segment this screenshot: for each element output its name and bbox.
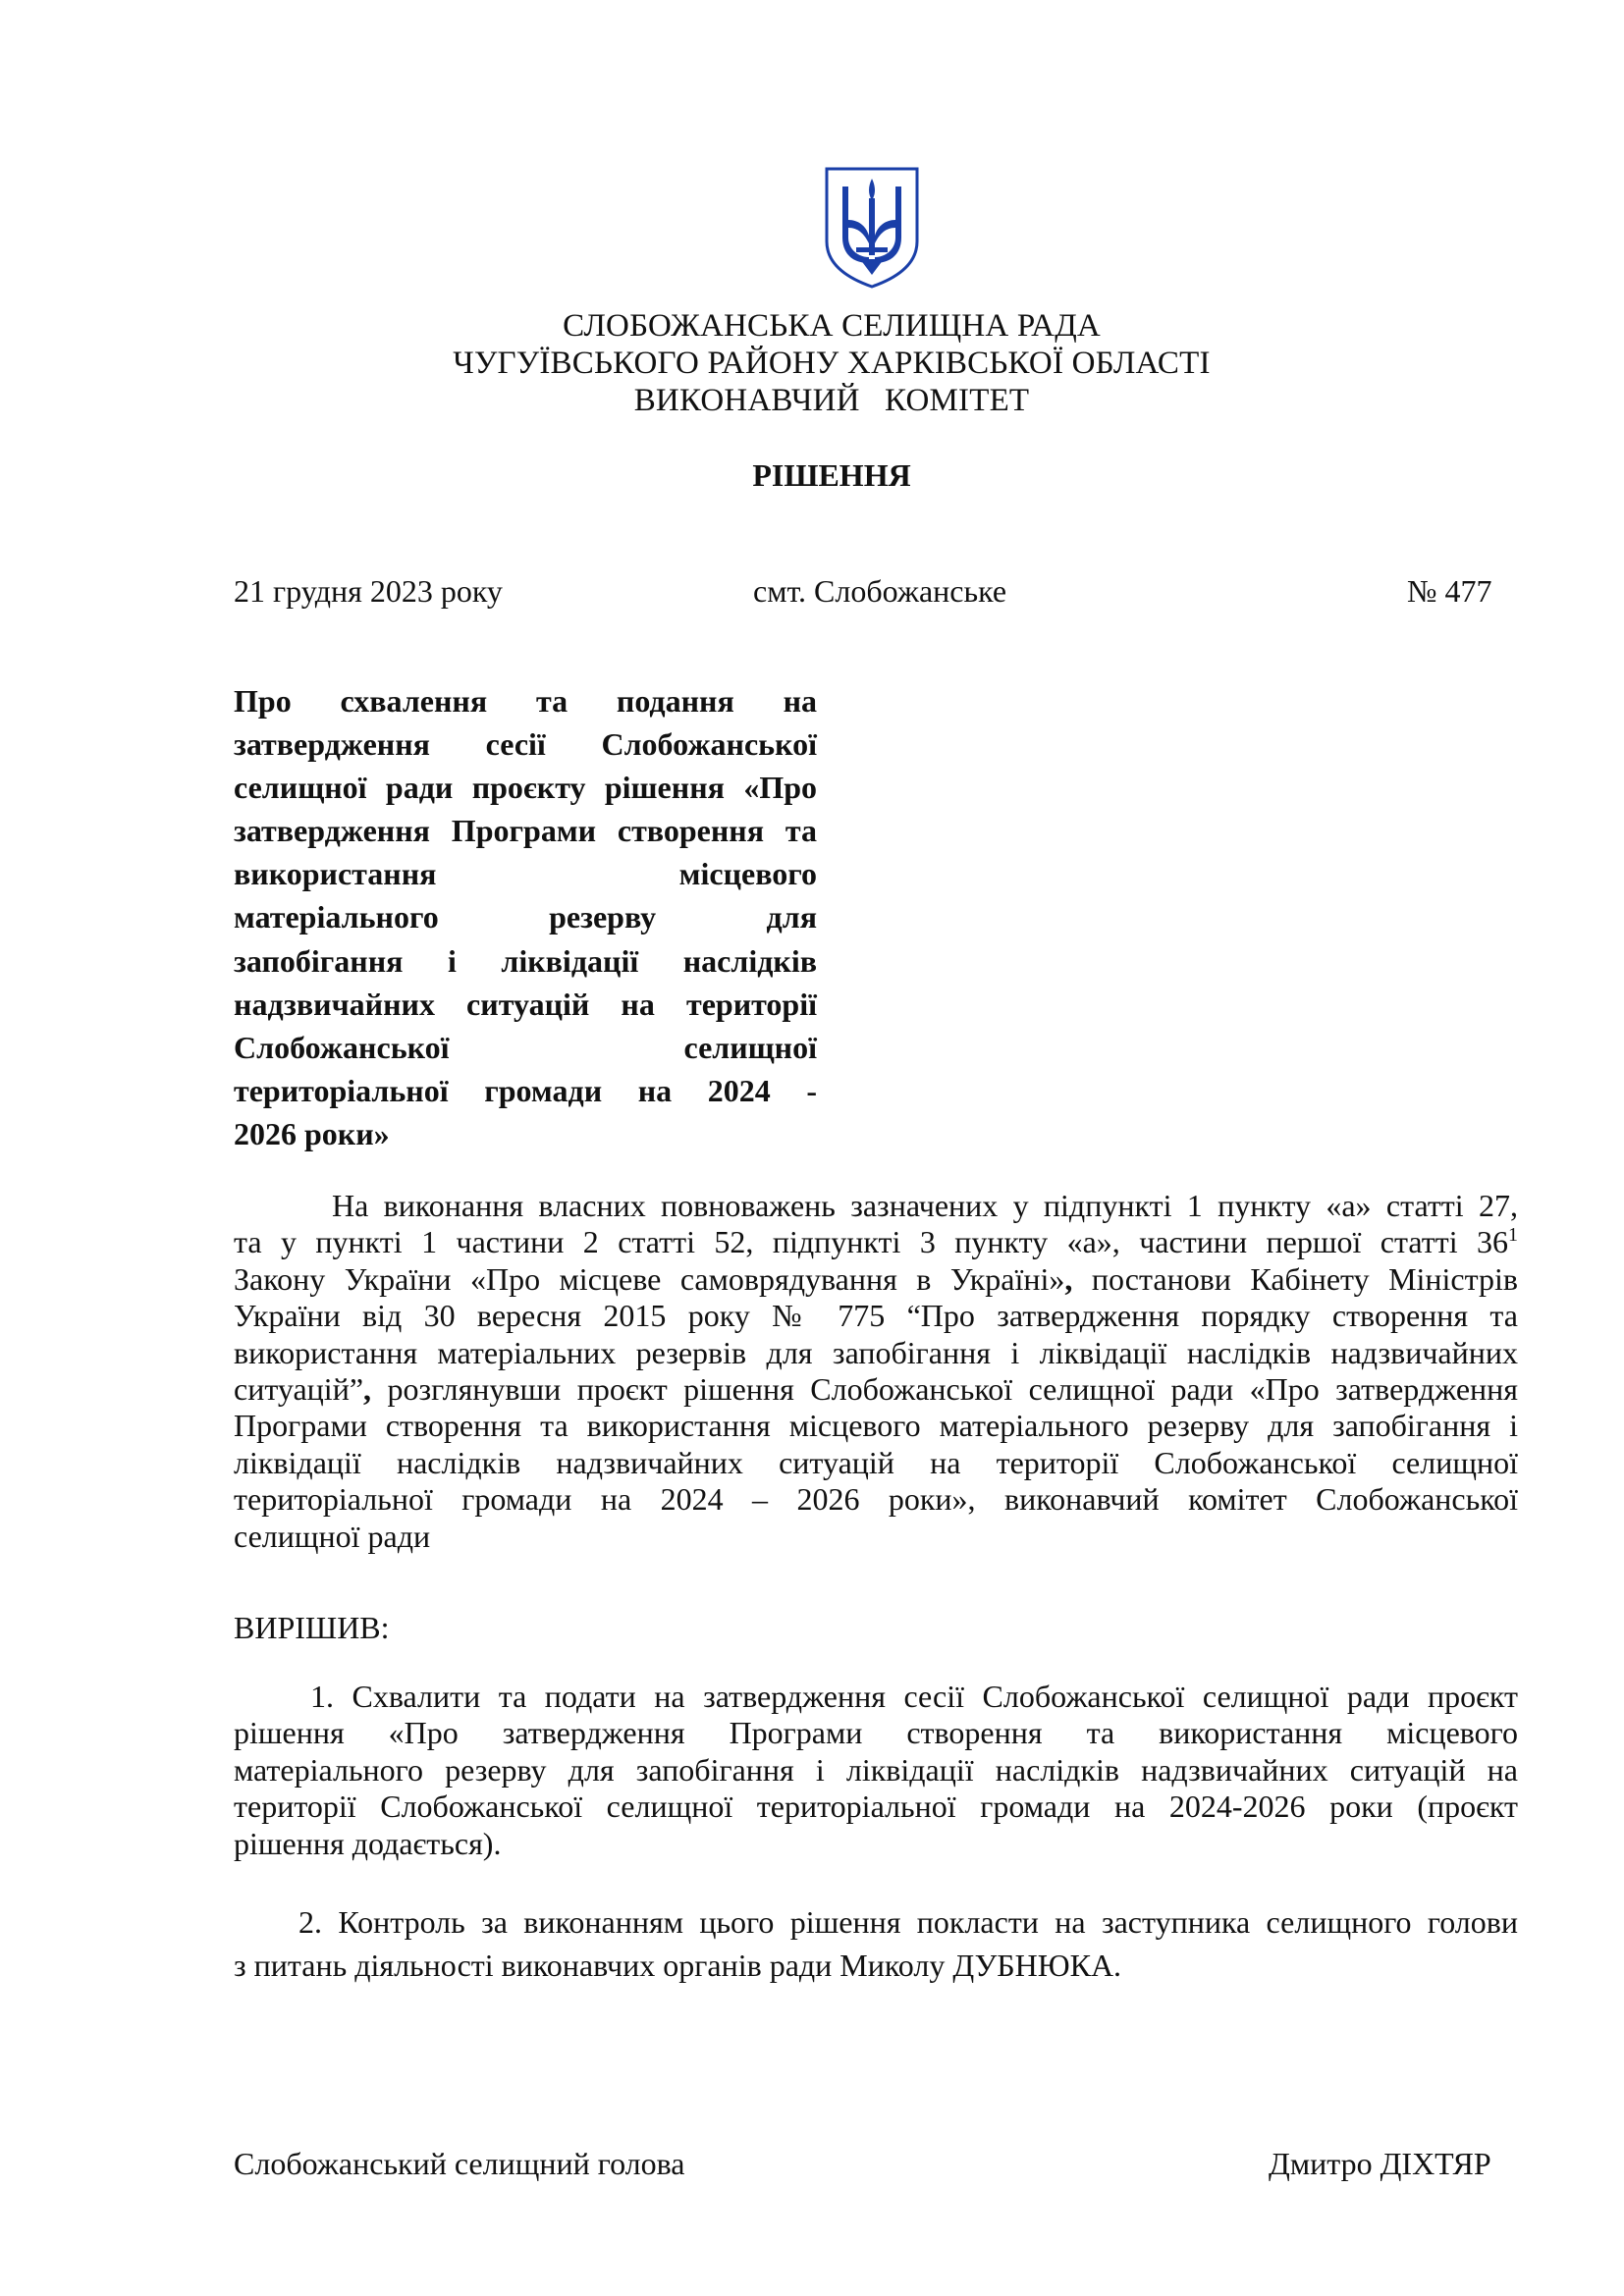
preamble-line [234,1224,1518,1260]
subject-line: Про схвалення та подання на [234,683,817,719]
preamble-line: використання матеріальних резервів для запобігання і ліквідації наслідків надзвичайних [234,1334,1518,1370]
subject-line: запобігання і ліквідації наслідків [234,942,817,979]
subject-line: 2026 роки» [234,1115,390,1151]
preamble-line-tail: розглянувши проєкт рішення Слобожанської селищної ради «Про затвердження [371,1370,1518,1407]
executive-committee: ВИКОНАВЧИЙ КОМІТЕТ [633,383,1030,418]
preamble-line: селищної ради [234,1518,431,1554]
item-line: рішення «Про затвердження Програми створення та використання місцевого [234,1715,1518,1751]
preamble-line: територіальної громади на 2024 – 2026 роки», виконавчий комітет Слобожанської [234,1481,1518,1518]
resolution-item-2 [234,1900,1518,1987]
resolution-item-1 [234,1679,1518,1862]
preamble-line [234,1261,1518,1298]
bold-comma: , [363,1370,372,1407]
document-type-title: РІШЕННЯ [752,457,911,493]
signatory-name: Дмитро ДІХТЯР [1269,2146,1491,2181]
subject-line: територіальної громади на 2024 - [234,1072,817,1108]
preamble-line [234,1371,1518,1408]
item-line: матеріального резерву для запобігання і ліквідації наслідків надзвичайних ситуацій на [234,1751,1518,1788]
organization-district: ЧУГУЇВСЬКОГО РАЙОНУ ХАРКІВСЬКОЇ ОБЛАСТІ [453,346,1211,381]
subject-line: затвердження сесії Слобожанської [234,726,817,763]
preamble-line: Програми створення та використання місцевого матеріального резерву для запобігання і [234,1408,1518,1444]
subject-line: Слобожанської селищної [234,1029,817,1065]
signatory-title: Слобожанський селищний голова [234,2146,685,2181]
document-subject [234,679,817,1155]
preamble-line-text: Закону України «Про місцеве самоврядування в Україні» [234,1260,1065,1297]
item-line: рішення додається). [234,1825,502,1861]
item-line: території Слобожанської селищної територіальної громади на 2024-2026 роки (проєкт [234,1789,1518,1825]
preamble-line: України від 30 вересня 2015 року № 775 “Про затвердження порядку створення та [234,1298,1518,1334]
bold-comma: , [1064,1260,1073,1297]
superscript-number: 1 [1508,1224,1518,1247]
preamble-line: ліквідації наслідків надзвичайних ситуацій на території Слобожанської селищної [234,1444,1518,1480]
preamble-line-text: та у пункті 1 частини 2 статті 52, підпункті 3 пункту «а», частини першої статті 36 [234,1224,1508,1260]
preamble-paragraph [234,1188,1518,1555]
preamble-line-tail: постанови Кабінету Міністрів [1072,1260,1519,1297]
subject-line: надзвичайних ситуацій на території [234,986,817,1022]
document-date: 21 грудня 2023 року [234,573,503,609]
preamble-line-text: ситуацій” [234,1370,364,1407]
trident-coat-of-arms-icon [823,165,921,291]
subject-line: селищної ради проєкту рішення «Про [234,770,817,806]
item-line: з питань діяльності виконавчих органів ради Миколу ДУБНЮКА. [234,1948,1122,1983]
subject-line: використання місцевого [234,856,817,892]
preamble-line: На виконання власних повноважень зазначених у підпункті 1 пункту «а» статті 27, [332,1188,1518,1223]
item-line: 2. Контроль за виконанням цього рішення покласти на заступника селищного голови [298,1904,1518,1940]
item-line: 1. Схвалити та подати на затвердження сесії Слобожанської селищної ради проєкт [310,1679,1518,1714]
document-place: смт. Слобожанське [753,573,1007,609]
subject-line: затвердження Програми створення та [234,813,817,849]
document-number: № 477 [1407,573,1492,609]
subject-line: матеріального резерву для [234,899,817,935]
organization-name: СЛОБОЖАНСЬКА СЕЛИЩНА РАДА [563,308,1101,344]
resolved-label: ВИРІШИВ: [234,1610,390,1645]
